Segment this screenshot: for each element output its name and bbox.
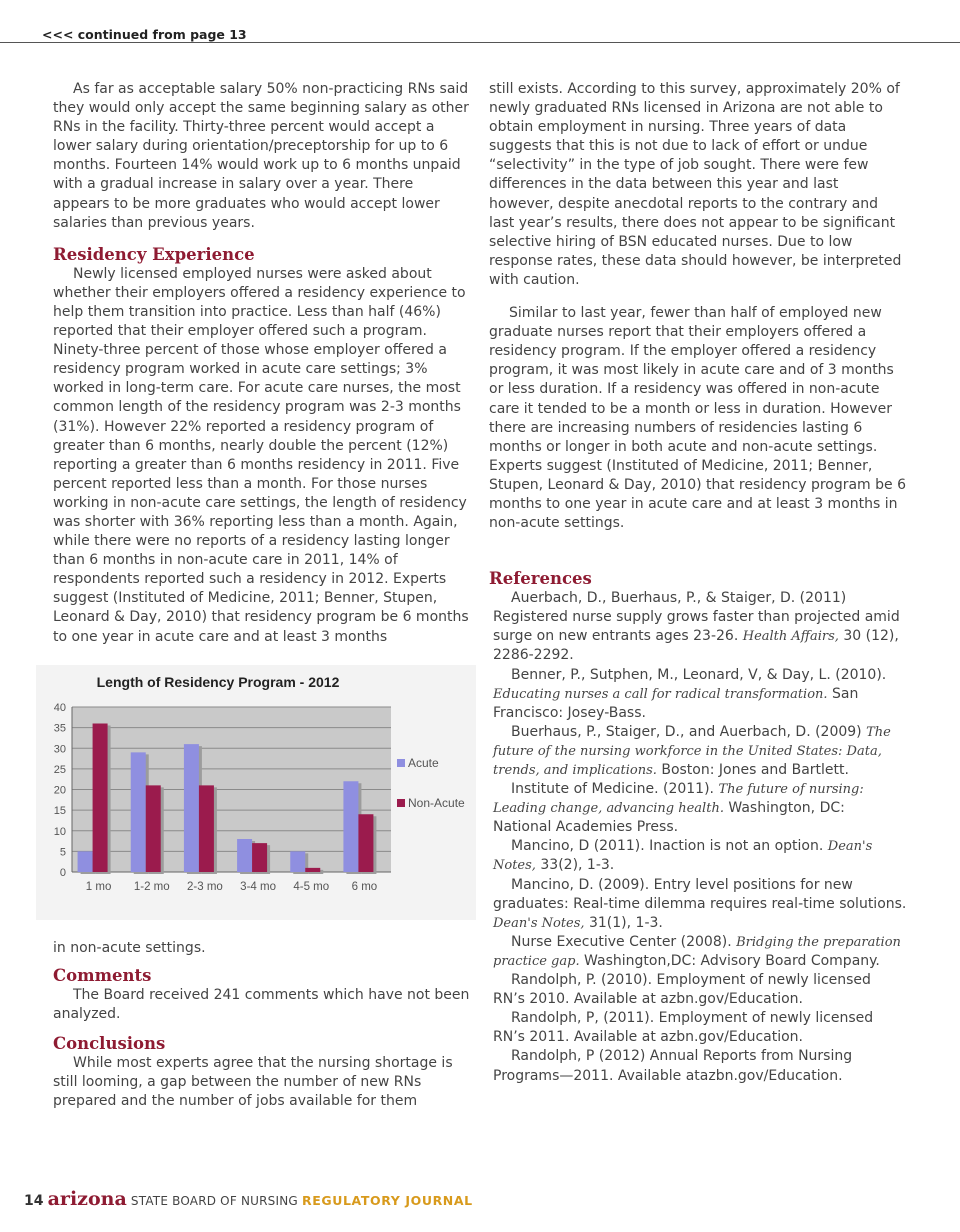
y-tick-label: 10 [53, 825, 66, 838]
reference-text: Randolph, P. (2010). Employment of newly licensed RN’s 2010. Available at azbn.gov/Education. [493, 972, 871, 1008]
bar-non-acute [252, 843, 267, 872]
reference-item [489, 876, 907, 933]
left-column [53, 80, 471, 647]
reference-item [489, 1047, 907, 1085]
reference-tail: 33(2), 1-3. [535, 857, 615, 874]
y-tick-label: 30 [53, 743, 66, 756]
continued-label: <<< continued from page 13 [42, 27, 247, 42]
comments-heading: Comments [53, 966, 152, 986]
conclusions-paragraph: While most experts agree that the nursing shortage is still looming, a gap between the number of new RNs prepared and the number of jobs available for them [53, 1055, 453, 1110]
reference-item [489, 780, 907, 837]
legend-swatch [397, 799, 405, 807]
reference-list [489, 589, 907, 1085]
reference-text: Buerhaus, P., Staiger, D., and Auerbach, D. (2009) [511, 723, 867, 740]
reference-tail: 30 (12), 2286-2292. [493, 628, 899, 664]
y-tick-label: 35 [53, 722, 66, 735]
x-tick-label: 1-2 mo [133, 881, 170, 893]
reference-text: Institute of Medicine. (2011). [511, 781, 719, 798]
reference-title: The future of the nursing workforce in the United States: Data, trends, and implications. [493, 724, 891, 778]
residency-heading: Residency Experience [53, 244, 255, 264]
bar-non-acute [358, 814, 373, 872]
reference-item [489, 589, 907, 665]
bar-acute [184, 744, 199, 872]
reference-text: Randolph, P, (2011). Employment of newly licensed RN’s 2011. Available at azbn.gov/Education. [493, 1010, 874, 1046]
bar-non-acute [199, 785, 214, 872]
right-column [489, 80, 907, 1086]
salary-paragraph: As far as acceptable salary 50% non-practicing RNs said they would only accept the same beginning salary as other RNs in the facility. Thirty-three percent would accept a lower salary during orientation/preceptorship for up to 6 months. Fourteen 14% would work up to 6 months unpaid with a gradual increase in salary over a year. There appears to be more graduates who would accept lower salaries than previous years. [53, 81, 469, 231]
reference-item [489, 666, 907, 723]
reference-item [489, 933, 907, 971]
reference-item [489, 723, 907, 780]
bar-acute [343, 781, 358, 872]
reference-text: Mancino, D. (2009). Entry level positions for new graduates: Real-time dilemma requires real-time solutions. [493, 876, 907, 912]
x-tick-label: 6 mo [351, 881, 378, 893]
bar-acute [237, 839, 252, 872]
page-footer [24, 1188, 473, 1210]
x-tick-label: 1 mo [85, 881, 112, 893]
reference-item [489, 971, 907, 1009]
after-chart-text: in non-acute settings. [53, 940, 206, 956]
reference-title: The future of nursing: Leading change, advancing health. [493, 782, 864, 817]
residency-chart [36, 665, 476, 920]
bar-acute [131, 752, 146, 872]
x-tick-label: 4-5 mo [293, 881, 330, 893]
x-tick-label: 3-4 mo [240, 881, 276, 893]
reference-text: Randolph, P (2012) Annual Reports from Nursing Programs—2011. Available atazbn.gov/Education. [493, 1048, 853, 1084]
y-tick-label: 5 [59, 846, 66, 859]
reference-title: Health Affairs, [742, 629, 839, 645]
reference-tail: 31(1), 1-3. [584, 914, 663, 931]
reference-title: Dean's Notes, [493, 915, 585, 931]
reference-text: Benner, P., Sutphen, M., Leonard, V, & Day, L. (2010). [511, 666, 887, 683]
reference-tail: Boston: Jones and Bartlett. [656, 762, 849, 778]
reference-tail: San Francisco: Josey-Bass. [493, 685, 859, 721]
y-tick-label: 25 [53, 763, 66, 776]
chart-title: Length of Residency Program - 2012 [96, 674, 340, 690]
chart-svg [36, 665, 476, 920]
reference-tail: Washington, DC: National Academies Press. [493, 800, 845, 836]
y-tick-label: 40 [53, 702, 66, 714]
journal-name: REGULATORY JOURNAL [302, 1193, 473, 1208]
comments-paragraph: The Board received 241 comments which have not been analyzed. [53, 987, 470, 1023]
legend-label: Acute [408, 756, 439, 770]
reference-item [489, 1009, 907, 1047]
x-tick-label: 2-3 mo [187, 881, 223, 893]
y-tick-label: 0 [59, 867, 66, 879]
left-column-lower [53, 939, 471, 1112]
bar-acute [290, 851, 305, 872]
reference-title: Dean's Notes, [493, 839, 873, 874]
reference-item [489, 837, 907, 875]
shortage-paragraph: still exists. According to this survey, approximately 20% of newly graduated RNs licensed in Arizona are not able to obtain employment in nursing. Three years of data suggests that this is not due to lack of effort or undue “selectivity” in the type of job sought. There were few differences in the data between this year and last however, despite anecdotal reports to the contrary and last year’s results, there does not appear to be significant selective hiring of BSN educated nurses. Due to low response rates, these data should however, be interpreted with caution. [489, 81, 902, 288]
board-name: STATE BOARD OF NURSING [130, 1194, 298, 1208]
legend-label: Non-Acute [408, 796, 465, 810]
bar-non-acute [305, 868, 320, 872]
reference-text: Auerbach, D., Buerhaus, P., & Staiger, D. (2011) Registered nurse supply grows faster than projected amid surge on new entrants ages 23-26. [493, 590, 900, 645]
reference-text: Mancino, D (2011). Inaction is not an option. [511, 838, 828, 855]
reference-title: Educating nurses a call for radical transformation. [493, 686, 828, 702]
residency-paragraph: Newly licensed employed nurses were asked about whether their employers offered a residency experience to help them transition into practice. Less than half (46%) reported that their employer offered such a program. Ninety-three percent of those whose employer offered a residency program worked in acute care settings; 3% worked in long-term care. For acute care nurses, the most common length of the residency program was 2-3 months (31%). However 22% reported a residency program of greater than 6 months, nearly double the percent (12%) reporting a greater than 6 months residency in 2011. Five percent reported less than a month. For those nurses working in non-acute care settings, the length of residency was shorter with 36% reporting less than a month. Again, while there were no reports of a residency lasting longer than 6 months in non-acute care in 2011, 14% of respondents reported such a residency in 2012. Experts suggest (Instituted of Medicine, 2011; Benner, Stupen, Leonard & Day, 2010) that residency program be 6 months to one year in acute care and at least 3 months [53, 265, 469, 645]
y-tick-label: 20 [53, 784, 66, 797]
page-number: 14 [24, 1193, 44, 1209]
reference-text: Nurse Executive Center (2008). [511, 933, 737, 950]
legend-swatch [397, 759, 405, 767]
reference-title: Bridging the preparation practice gap. [493, 934, 901, 969]
brand-arizona: arizona [47, 1188, 127, 1210]
reference-tail: Washington,DC: Advisory Board Company. [579, 952, 880, 969]
references-heading: References [489, 569, 592, 589]
y-tick-label: 15 [53, 805, 66, 818]
bar-acute [78, 851, 93, 872]
bar-non-acute [146, 785, 161, 872]
similar-paragraph: Similar to last year, fewer than half of employed new graduate nurses report that their employers offered a residency program. If the employer offered a residency program, it was most likely in acute care and of 3 months or less duration. If a residency was offered in non-acute care it tended to be a month or less in duration. However there are increasing numbers of residencies lasting 6 months or longer in both acute and non-acute settings. Experts suggest (Instituted of Medicine, 2011; Benner, Stupen, Leonard & Day, 2010) that residency program be 6 months to one year in acute care and at least 3 months in non-acute settings. [489, 305, 907, 532]
bar-non-acute [93, 724, 108, 873]
conclusions-heading: Conclusions [53, 1034, 166, 1054]
